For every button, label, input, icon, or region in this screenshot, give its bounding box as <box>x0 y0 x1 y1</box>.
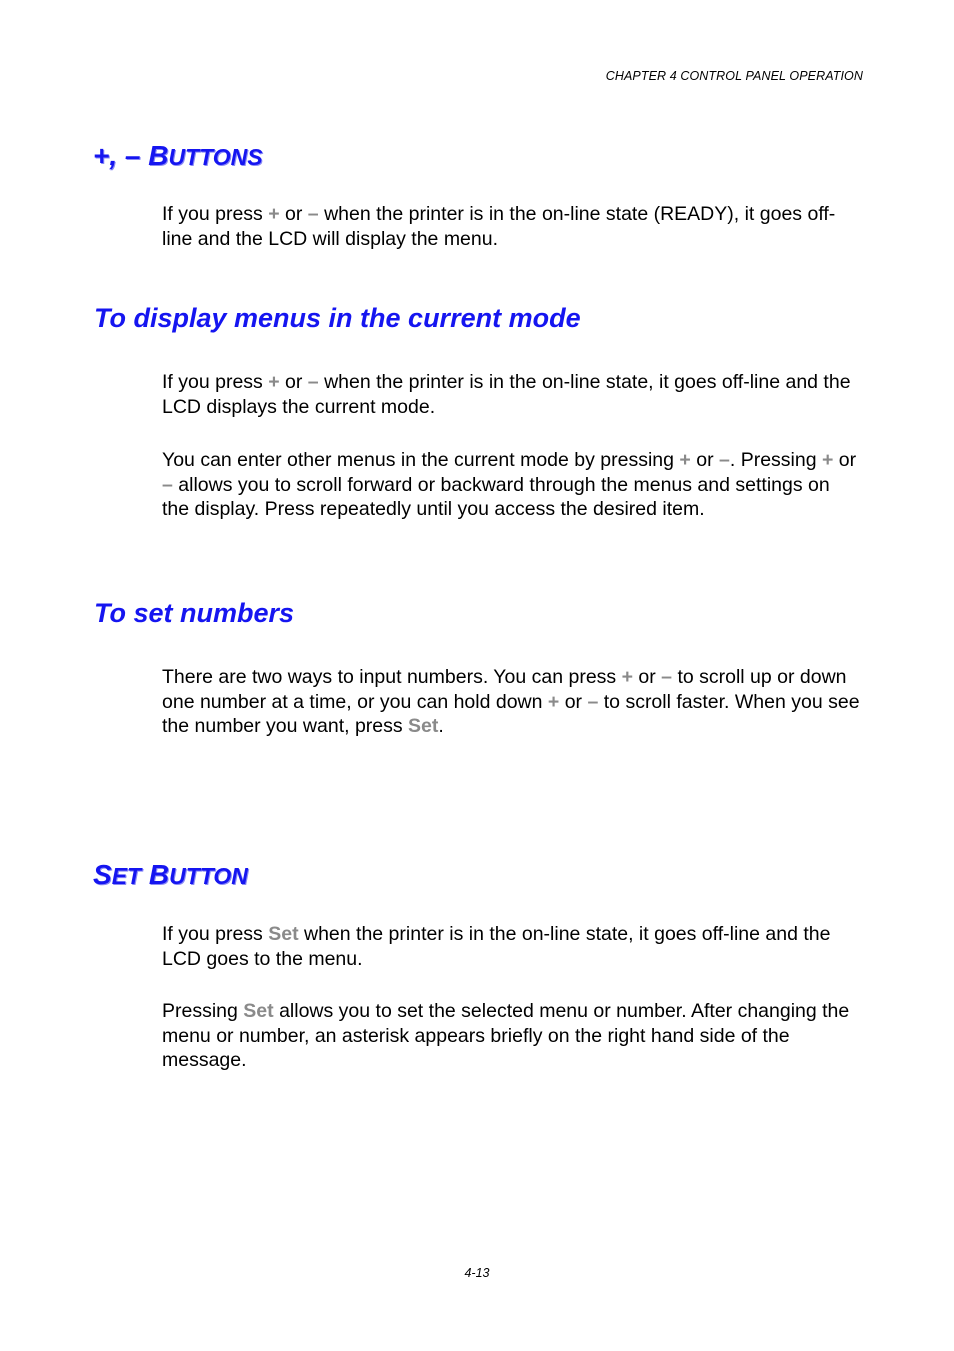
text: or <box>279 203 308 225</box>
text: to scroll up or down one number at a time, or you can hold down <box>162 666 847 713</box>
set-button-paragraph-2 <box>162 999 862 1073</box>
text: There are two ways to input numbers. You can press <box>162 666 622 688</box>
text: or <box>833 449 857 471</box>
text: . Pressing <box>729 449 822 471</box>
text: . <box>438 715 444 737</box>
chapter-header: CHAPTER 4 CONTROL PANEL OPERATION <box>605 69 863 83</box>
plus-key: + <box>268 371 280 393</box>
heading-set-rest: ET <box>111 863 142 889</box>
minus-key: – <box>162 473 173 496</box>
text: to scroll faster. When you see the number you want, press <box>162 690 860 737</box>
plus-key: + <box>547 690 560 713</box>
set-button-paragraph-1 <box>162 922 862 971</box>
heading-buttons-symbols: +, – <box>93 140 141 171</box>
heading-buttons-rest: UTTONS <box>168 144 263 170</box>
buttons-paragraph <box>162 202 862 251</box>
display-menus-paragraph-2 <box>162 448 862 522</box>
heading-set-button <box>93 861 248 889</box>
minus-key: – <box>307 371 319 393</box>
text: allows you to set the selected menu or number. After changing the menu or number, an asterisk appears briefly on the right hand side of the message. <box>162 1000 850 1071</box>
text: or <box>279 371 308 393</box>
text: Pressing <box>162 1000 244 1022</box>
heading-buttons-b: B <box>148 140 169 171</box>
heading-set-b: B <box>148 859 170 890</box>
text: allows you to scroll forward or backward through the menus and settings on the display. Press repeatedly until you access the desired item. <box>162 473 830 520</box>
plus-key: + <box>821 449 834 471</box>
set-key: Set <box>243 1000 274 1022</box>
text: when the printer is in the on-line state, it goes off-line and the LCD displays the current mode. <box>162 371 851 418</box>
display-menus-paragraph-1 <box>162 370 862 419</box>
text: If you press <box>162 923 269 945</box>
heading-buttons <box>93 142 263 170</box>
set-key: Set <box>408 715 439 737</box>
text: or <box>690 449 719 471</box>
set-key: Set <box>268 923 299 945</box>
text: or <box>632 666 662 688</box>
text: when the printer is in the on-line state (READY), it goes off-line and the LCD will display the menu. <box>162 203 836 250</box>
minus-key: – <box>719 449 730 471</box>
text: You can enter other menus in the current mode by pressing <box>162 449 680 471</box>
heading-set-numbers: To set numbers <box>94 598 295 628</box>
set-numbers-paragraph <box>162 665 862 739</box>
text: when the printer is in the on-line state, it goes off-line and the LCD goes to the menu. <box>162 923 831 970</box>
heading-set-s: S <box>93 859 112 890</box>
plus-key: + <box>268 203 280 225</box>
plus-key: + <box>679 449 691 471</box>
text: If you press <box>162 371 269 393</box>
plus-key: + <box>621 666 633 688</box>
minus-key: – <box>661 666 673 688</box>
heading-set-button-rest: UTTON <box>169 863 248 889</box>
heading-display-menus: To display menus in the current mode <box>94 303 581 333</box>
minus-key: – <box>307 203 319 225</box>
text: If you press <box>162 203 269 225</box>
page-number: 4-13 <box>464 1266 490 1280</box>
minus-key: – <box>587 690 599 713</box>
text: or <box>559 690 588 713</box>
